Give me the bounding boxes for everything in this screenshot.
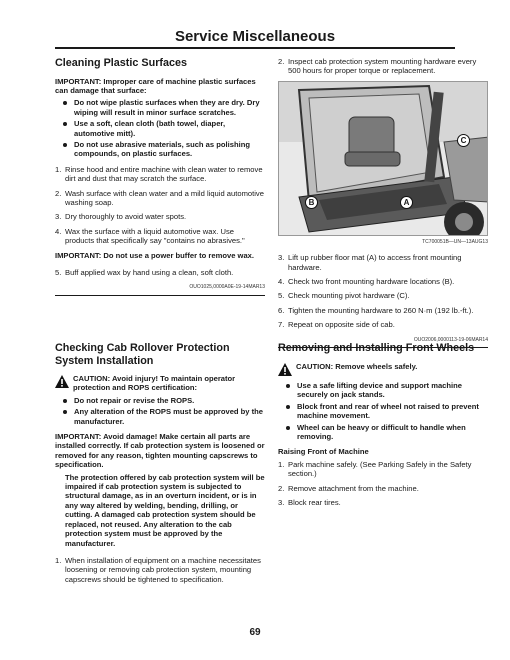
bullet-item: Do not use abrasive materials, such as polishing compounds, on plastic surfaces.	[74, 140, 265, 159]
bullet-item: Wheel can be heavy or difficult to handle when removing.	[297, 423, 488, 442]
rollover-caution	[55, 374, 265, 393]
step-item	[278, 277, 488, 286]
wheels-bullets	[278, 381, 488, 441]
step-number: 3.	[278, 253, 285, 263]
bullet-item: Use a safe lifting device and support machine securely on jack stands.	[297, 381, 488, 400]
step-text: Wash surface with clean water and a mild liquid automotive washing soap.	[65, 188, 264, 207]
step-item	[278, 291, 488, 300]
step-number: 1.	[55, 164, 62, 174]
step-text: Remove attachment from the machine.	[288, 483, 419, 493]
step-text: Check two front mounting hardware locations (B).	[288, 277, 455, 287]
callout-c: C	[457, 134, 470, 147]
warning-triangle-icon	[278, 362, 292, 378]
step-text: Repeat on opposite side of cab.	[288, 320, 395, 330]
step-item	[278, 57, 488, 76]
wheels-title: Removing and Installing Front Wheels	[278, 342, 475, 354]
step-text: Park machine safely. (See Parking Safely in the Safety section.)	[288, 459, 472, 479]
step-text: Wax the surface with a liquid automotive wax. Use products that specifically say "contains no abrasives."	[65, 226, 245, 246]
step-text: Rinse hood and entire machine with clean water to remove dirt and dust that may scratch the surface.	[65, 164, 263, 184]
cleaning-bullets	[55, 98, 265, 158]
step-item	[278, 320, 488, 329]
bullet-item: Block front and rear of wheel not raised to prevent machine movement.	[297, 402, 488, 421]
cleaning-steps	[55, 165, 265, 246]
page-number: 69	[249, 627, 261, 638]
step-text: Dry thoroughly to avoid water spots.	[65, 212, 187, 222]
step-number: 1.	[278, 459, 285, 469]
wheels-steps	[278, 460, 488, 508]
callout-a: A	[400, 196, 413, 209]
cleaning-step5	[55, 268, 265, 277]
step-text: Tighten the mounting hardware to 260 N·m (192 lb.-ft.).	[288, 305, 474, 315]
cab-photo-illustration	[279, 82, 488, 236]
rollover-steps	[55, 556, 265, 584]
page-title: Service Miscellaneous	[174, 28, 336, 45]
header-rule	[55, 47, 455, 49]
wheels-caution	[278, 362, 488, 378]
cleaning-important	[55, 77, 265, 96]
bullet-item: Any alteration of the ROPS must be approved by the manufacturer.	[74, 407, 264, 426]
step-item	[55, 268, 265, 277]
caution-text: CAUTION: Remove wheels safely.	[296, 361, 418, 371]
step-item	[55, 556, 265, 584]
step-text: Buff applied wax by hand using a clean, soft cloth.	[65, 268, 234, 277]
step-number: 4.	[55, 226, 62, 236]
wheels-section	[278, 342, 488, 512]
rollover-important-cont: The protection offered by cab protection system will be impaired if cab protection system is subjected to structural damage, as in an overturn incident, or is in any way altered by welding, bending, drilling, or cutting. A damaged cab protection system should be replaced, not reused. Any alteration to the cab protection system must be approved by the manufacturer.	[65, 472, 265, 548]
step-text: Block rear tires.	[288, 497, 341, 507]
reference-code: OUO2006,0000113-19-06MAR14	[413, 336, 488, 343]
step-number: 2.	[278, 57, 285, 66]
section-divider	[55, 295, 265, 296]
raising-front-subhead: Raising Front of Machine	[278, 447, 369, 457]
step-number: 2.	[55, 188, 62, 198]
step-item	[55, 165, 265, 184]
step-item	[55, 212, 265, 221]
cleaning-section	[55, 57, 265, 296]
step-number: 1.	[55, 555, 62, 565]
bullet-item: Do not repair or revise the ROPS.	[74, 396, 265, 405]
bullet-item: Do not wipe plastic surfaces when they are dry. Dry wiping will result in minor surface scratches.	[74, 98, 265, 117]
step-text: Check mounting pivot hardware (C).	[288, 291, 410, 301]
step-number: 6.	[278, 305, 285, 315]
step-number: 4.	[278, 277, 285, 287]
power-buffer-warning: IMPORTANT: Do not use a power buffer to remove wax.	[55, 250, 255, 260]
figure-code: TC700051B—UN—13AUG13	[422, 238, 488, 245]
step-number: 7.	[278, 320, 285, 330]
step-text: Lift up rubber floor mat (A) to access front mounting hardware.	[288, 253, 462, 272]
step-number: 3.	[55, 212, 62, 222]
warning-triangle-icon	[55, 374, 69, 393]
step-item	[278, 460, 488, 479]
step-text: When installation of equipment on a machine necessitates loosening or removing cab protection system, mounting capscrews should be tightened to specification.	[65, 555, 261, 584]
step-item	[55, 227, 265, 246]
step-number: 5.	[278, 291, 285, 301]
step-number: 5.	[55, 268, 62, 277]
cleaning-important-text: IMPORTANT: Improper care of machine plastic surfaces can damage that surface:	[55, 76, 256, 95]
cab-mounting-figure	[278, 81, 488, 236]
inspect-section	[278, 57, 488, 348]
step-item	[278, 306, 488, 315]
rollover-important: IMPORTANT: Avoid damage! Make certain all parts are installed correctly. If cab protection system is loosened or removed for any reason, tighten mounting capscrews to specification.	[55, 432, 265, 470]
inspect-steps	[278, 253, 488, 329]
rollover-section	[55, 342, 265, 589]
step-number: 2.	[278, 483, 285, 493]
step-item	[278, 484, 488, 493]
rollover-bullets	[55, 396, 265, 426]
step-text: Inspect cab protection system mounting hardware every 500 hours for proper torque or replacement.	[288, 57, 477, 76]
step-item	[278, 498, 488, 507]
reference-code: OUO1025,0000A0E-19-14MAR13	[189, 284, 265, 291]
caution-text: CAUTION: Avoid injury! To maintain operator protection and ROPS certification:	[73, 374, 236, 393]
cleaning-title: Cleaning Plastic Surfaces	[55, 57, 188, 69]
inspect-step2	[278, 57, 488, 76]
step-number: 3.	[278, 497, 285, 507]
step-item	[278, 253, 488, 272]
bullet-item: Use a soft, clean cloth (bath towel, diaper, automotive mitt).	[74, 119, 265, 138]
callout-b: B	[305, 196, 318, 209]
step-item	[55, 189, 265, 208]
rollover-title: Checking Cab Rollover Protection System Installation	[55, 342, 230, 367]
